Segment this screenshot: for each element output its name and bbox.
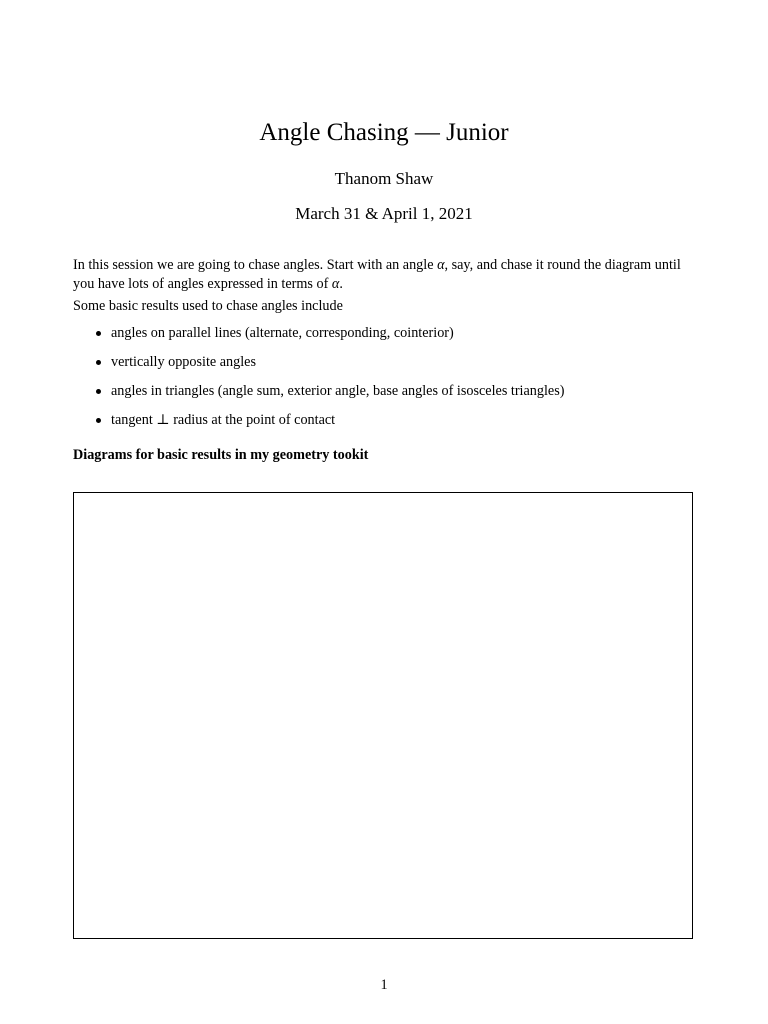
intro-text-2: , say, and chase it round the diagram until you have lots of angles expressed in terms of	[73, 257, 681, 292]
alpha-symbol: α	[437, 257, 445, 273]
bullet-icon	[96, 389, 101, 394]
document-date: March 31 & April 1, 2021	[295, 204, 473, 223]
list-item	[96, 353, 696, 382]
list-item	[96, 382, 696, 411]
author-name: Thanom Shaw	[334, 169, 434, 188]
bullet-icon	[96, 331, 101, 336]
list-item	[96, 324, 696, 353]
intro-text-1: In this session we are going to chase angles. Start with an angle	[73, 257, 438, 273]
basic-results-lead: Some basic results used to chase angles include	[73, 298, 343, 314]
intro-paragraph	[73, 256, 698, 294]
bullet-icon	[96, 360, 101, 365]
list-item-text: vertically opposite angles	[111, 354, 256, 370]
list-item-text: angles on parallel lines (alternate, corresponding, cointerior)	[111, 325, 454, 341]
list-item-text: angles in triangles (angle sum, exterior angle, base angles of isosceles triangles)	[111, 383, 565, 399]
diagrams-heading: Diagrams for basic results in my geometry tookit	[73, 447, 369, 463]
document-title: Angle Chasing — Junior	[259, 119, 509, 146]
basic-results-list	[96, 324, 696, 440]
alpha-symbol: α	[331, 276, 340, 292]
page-number: 1	[380, 977, 388, 993]
intro-text-3: .	[339, 276, 343, 292]
list-item	[96, 411, 696, 440]
list-item-text: tangent ⊥ radius at the point of contact	[111, 412, 336, 428]
diagram-drawing-area	[73, 492, 693, 939]
bullet-icon	[96, 418, 101, 423]
